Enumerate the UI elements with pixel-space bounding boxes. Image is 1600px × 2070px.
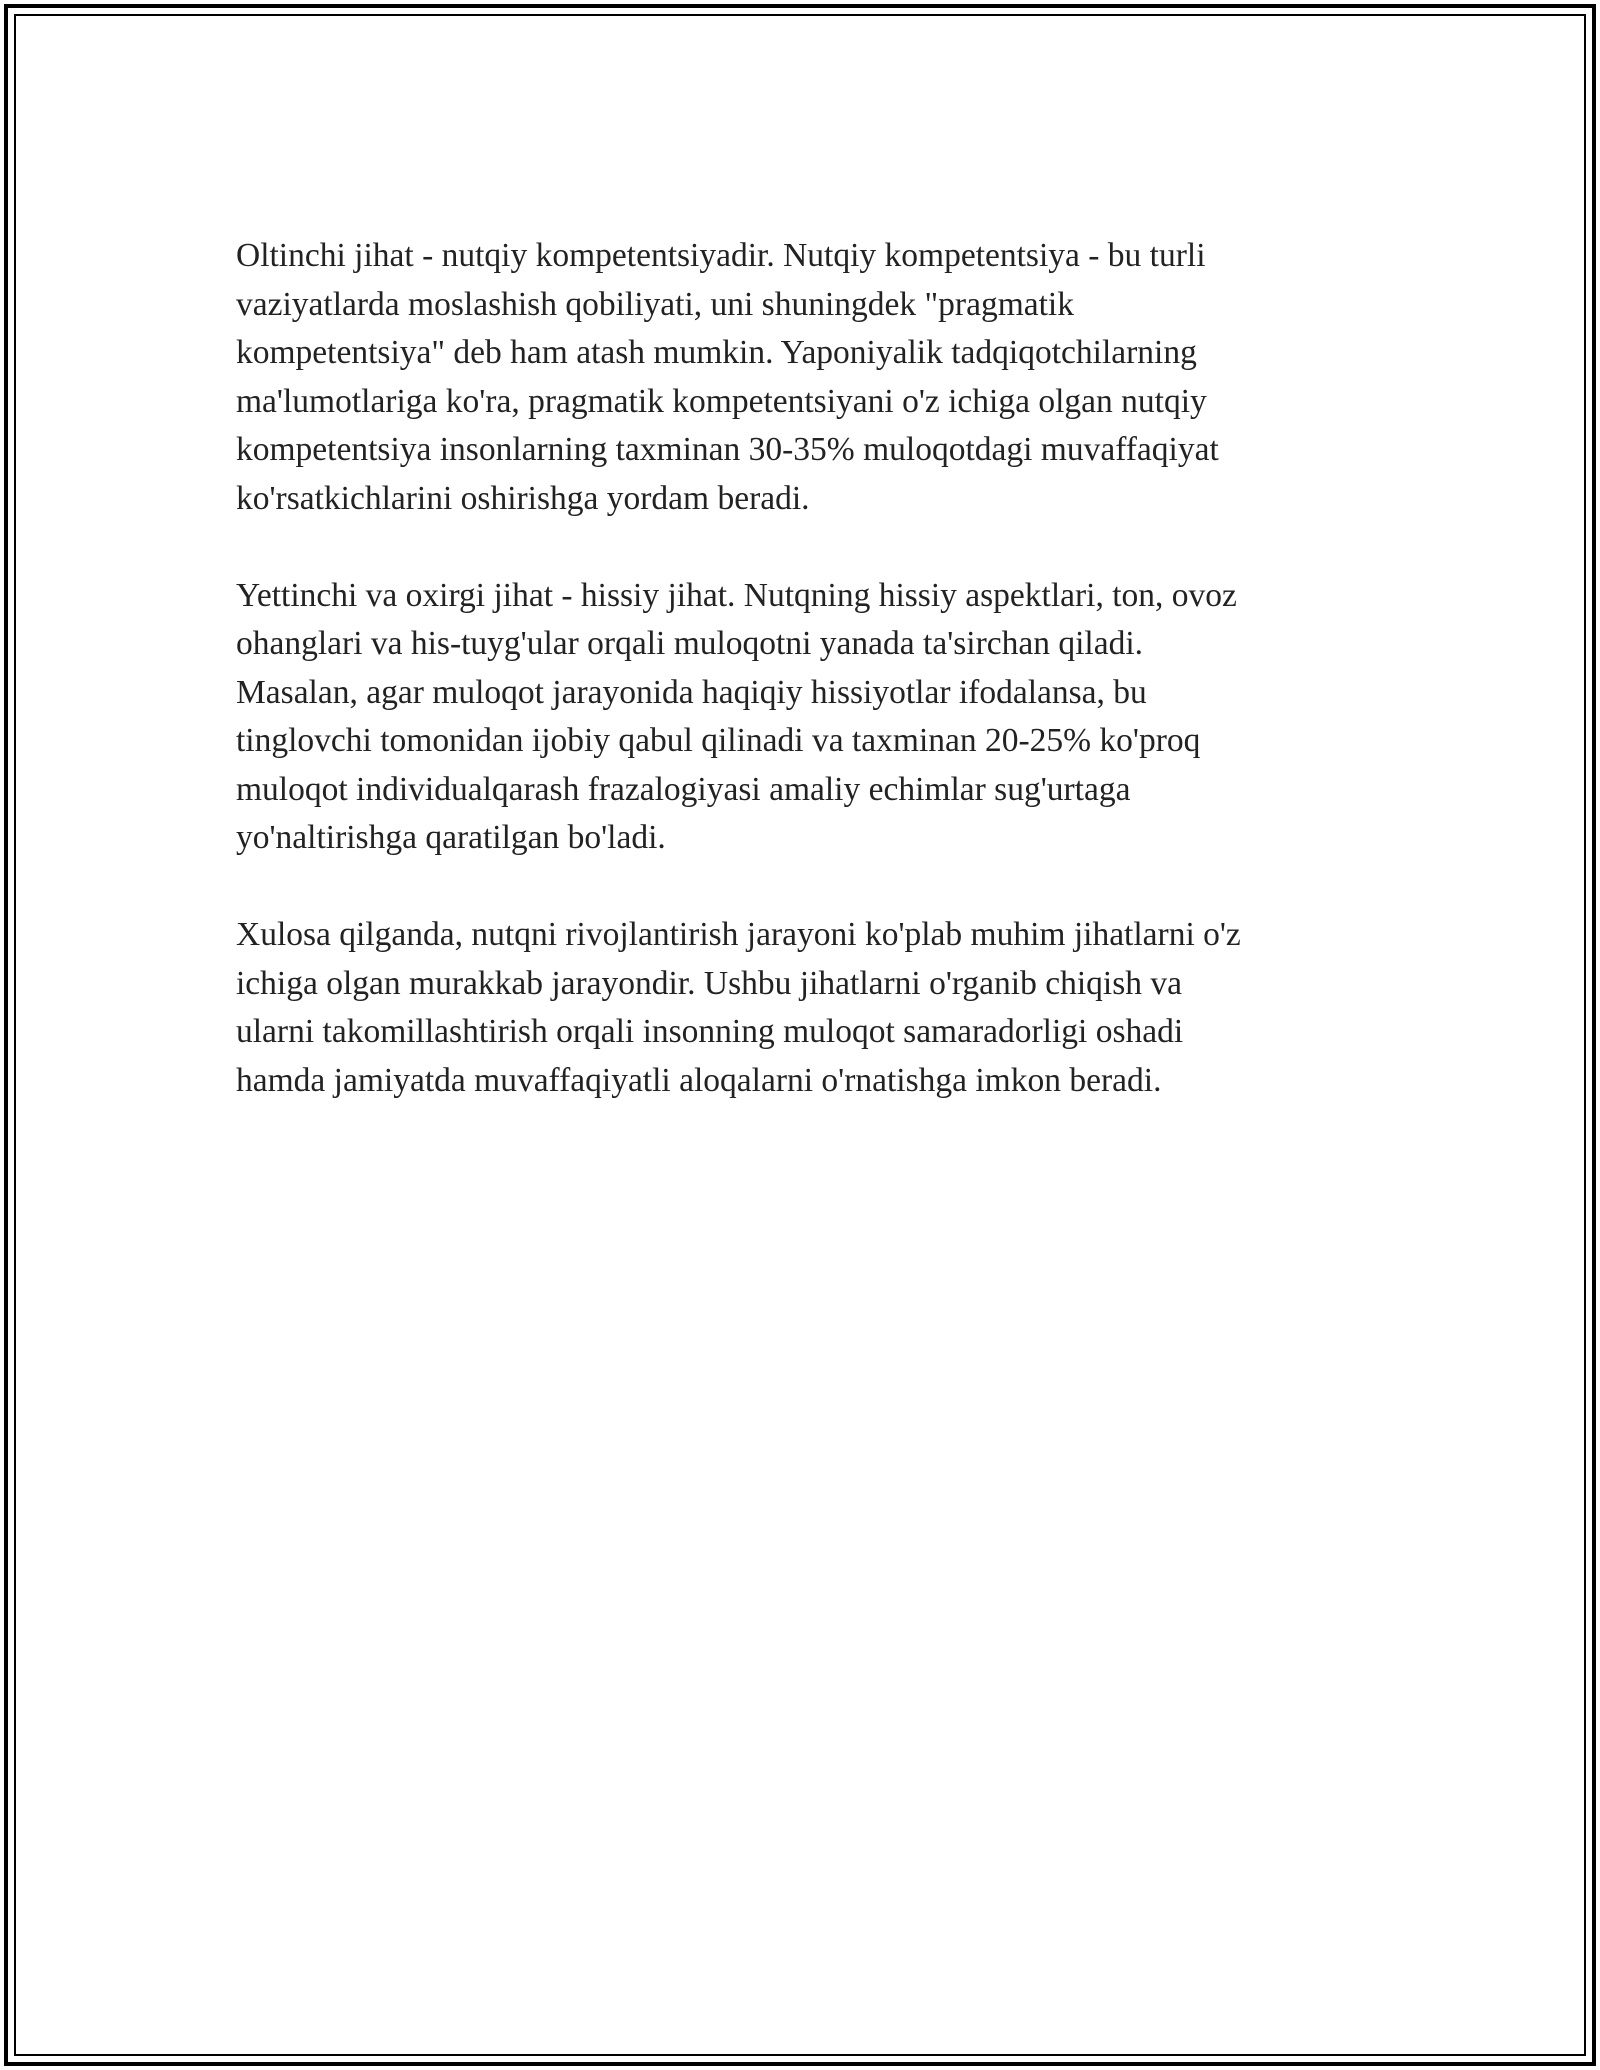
paragraph-seventh-aspect: Yettinchi va oxirgi jihat - hissiy jihat. Nutqning hissiy aspektlari, ton, ovoz ohanglari va his-tuyg'ular orqali muloqotni yanada ta'sirchan qiladi. Masalan, agar muloqot jarayonida haqiqiy hissiyotlar ifodalansa, bu tinglovchi tomonidan ijobiy qabul qilinadi va taxminan 20-25% ko'proq muloqot individualqarash frazalogiyasi amaliy echimlar sug'urtaga yo'naltirishga qaratilgan bo'ladi.: [236, 576, 1237, 856]
paragraph-conclusion: Xulosa qilganda, nutqni rivojlantirish jarayoni ko'plab muhim jihatlarni o'z ichiga olgan murakkab jarayondir. Ushbu jihatlarni o'rganib chiqish va ularni takomillashtirish orqali insonning muloqot samaradorligi oshadi hamda jamiyatda muvaffaqiyatli aloqalarni o'rnatishga imkon beradi.: [236, 916, 1241, 1099]
paragraph-sixth-aspect: Oltinchi jihat - nutqiy kompetentsiyadir. Nutqiy kompetentsiya - bu turli vaziyatlarda moslashish qobiliyati, uni shuningdek "pragmatik kompetentsiya" deb ham atash mumkin. Yaponiyalik tadqiqotchilarning ma'lumotlariga ko'ra, pragmatik kompetentsiyani o'z ichiga olgan nutqiy kompetentsiya insonlarning taxminan 30-35% muloqotdagi muvaffaqiyat ko'rsatkichlarini oshirishga yordam beradi.: [236, 237, 1219, 517]
document-body: [236, 232, 1366, 1154]
